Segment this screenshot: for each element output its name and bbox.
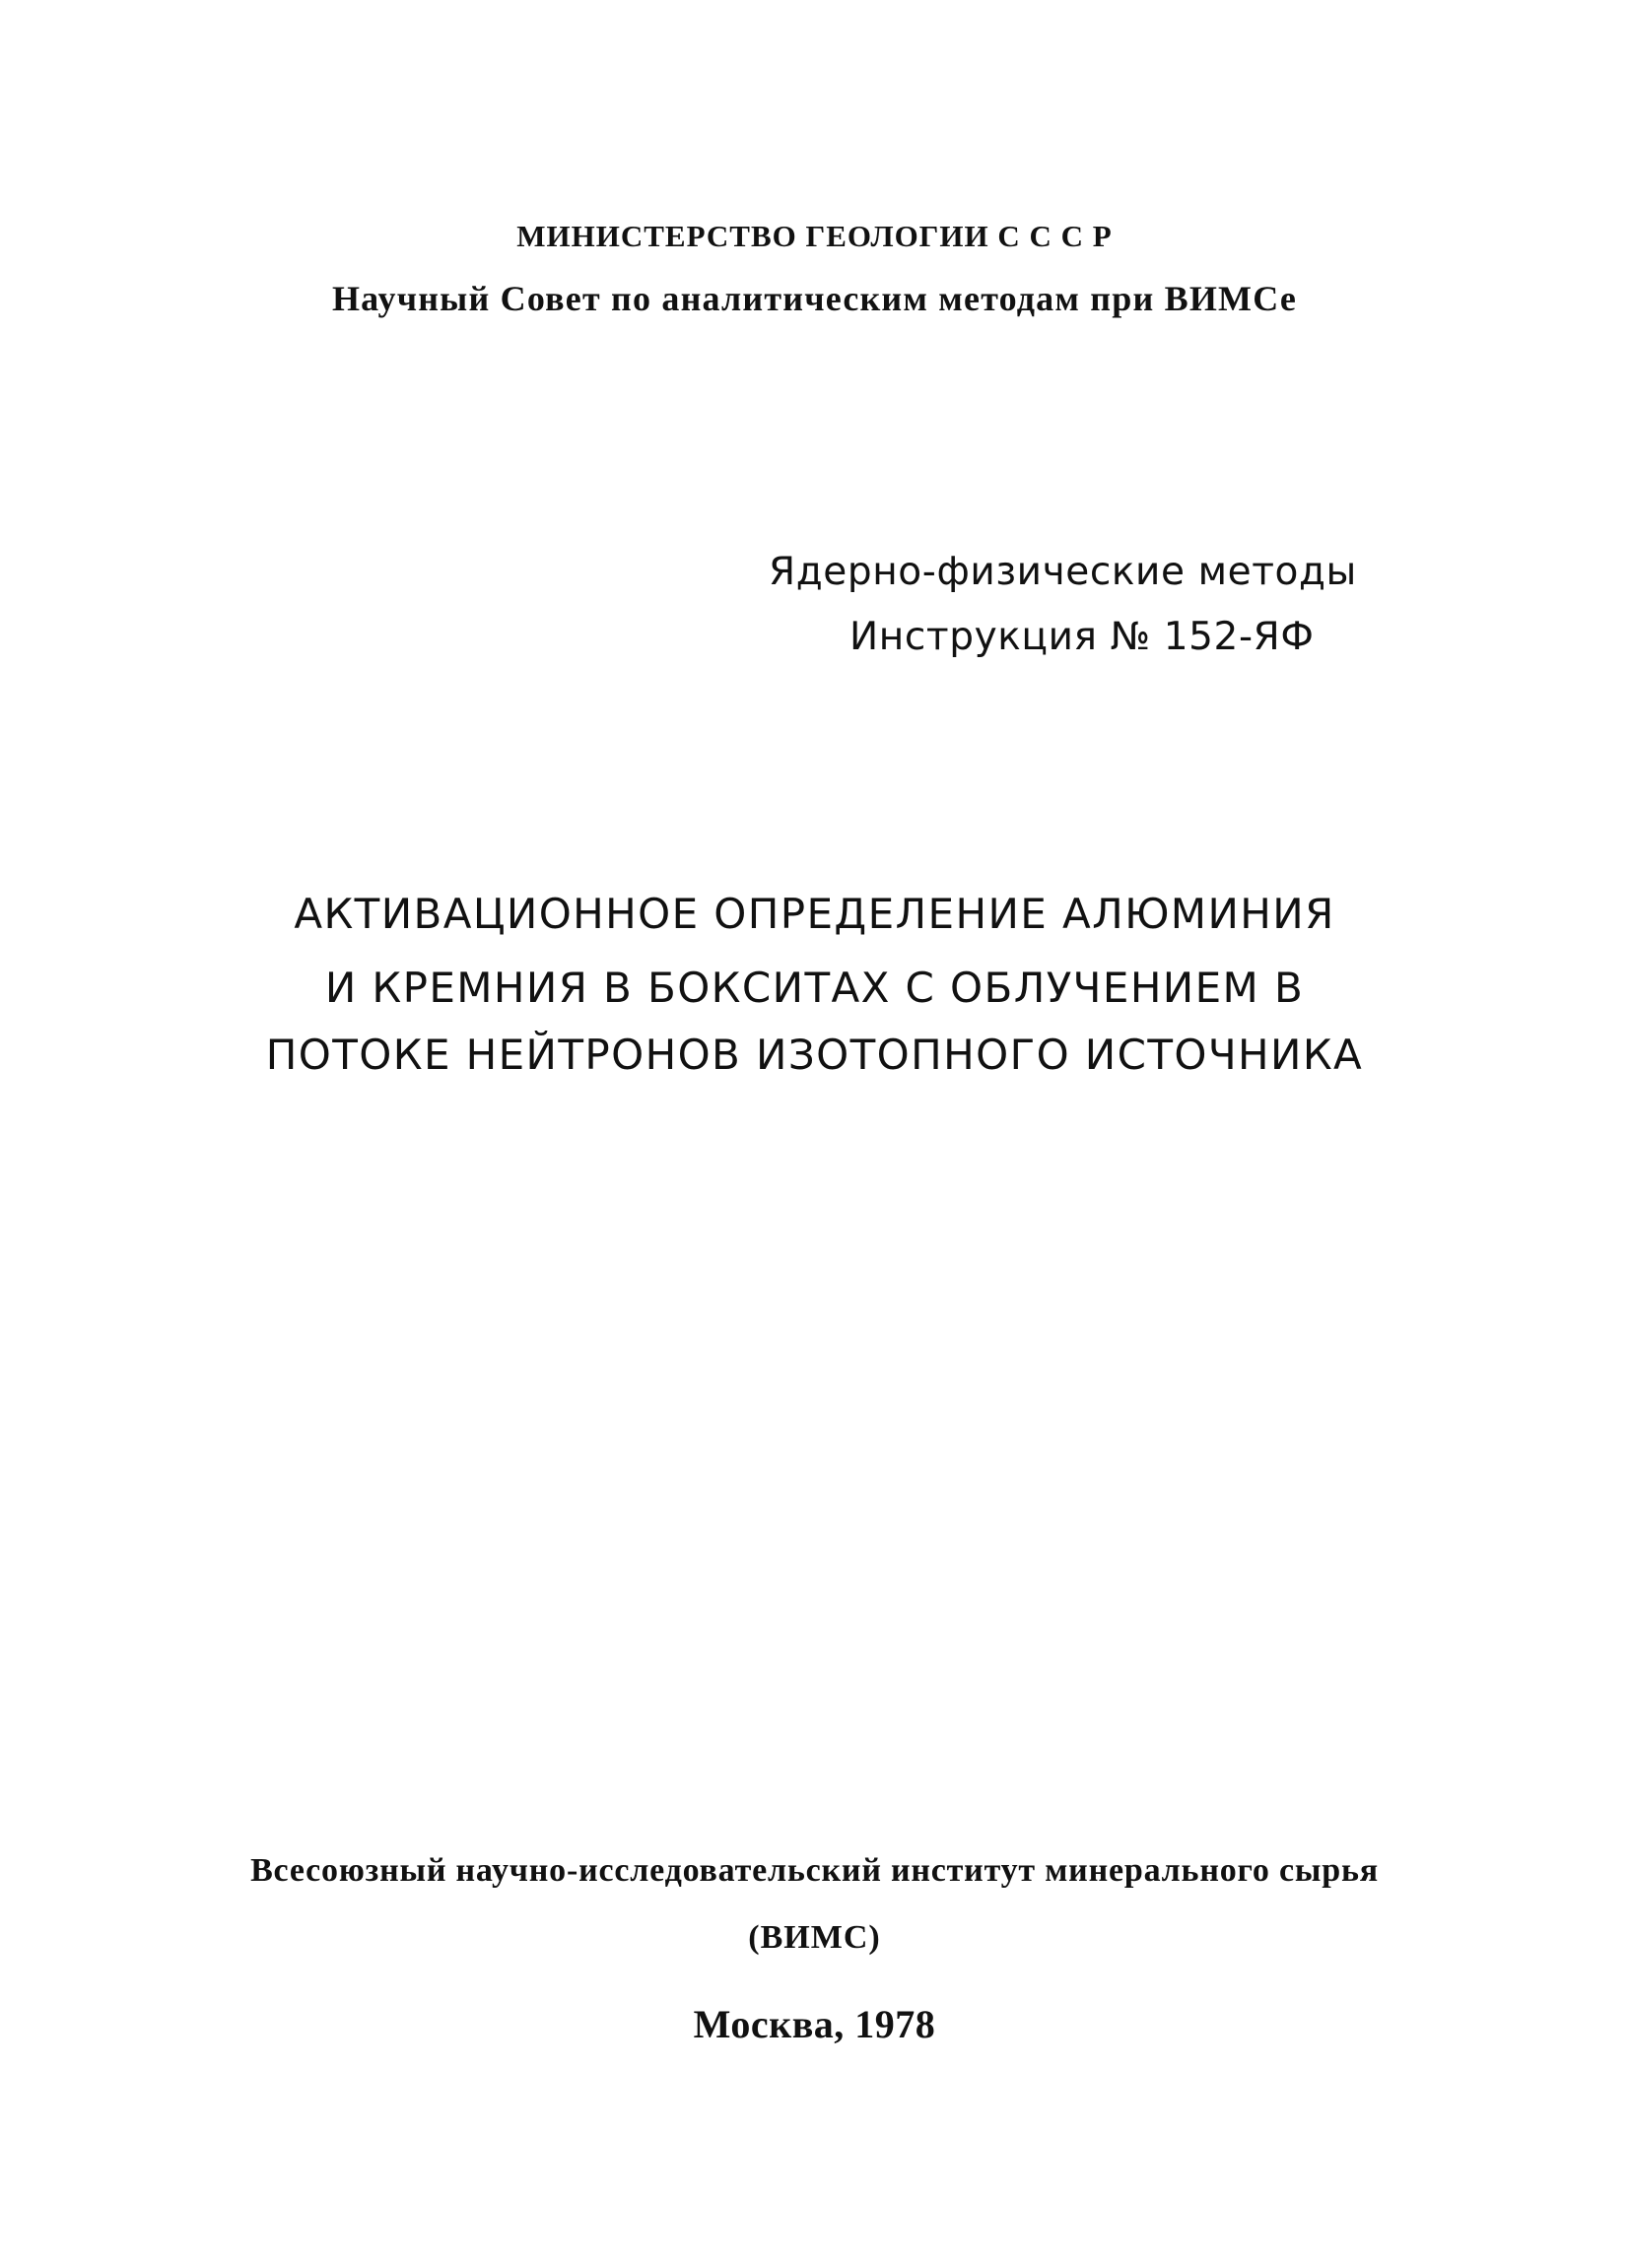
publisher-abbreviation: (ВИМС) bbox=[748, 1919, 881, 1956]
publication-place-year: Москва, 1978 bbox=[693, 2002, 936, 2046]
document-title-line-2: И КРЕМНИЯ В БОКСИТАХ С ОБЛУЧЕНИЕМ В bbox=[324, 964, 1305, 1012]
document-title-line-3: ПОТОКЕ НЕЙТРОНОВ ИЗОТОПНОГО ИСТОЧНИКА bbox=[265, 1031, 1364, 1079]
council-heading: Научный Совет по аналитическим методам при ВИМСе bbox=[331, 279, 1298, 318]
instruction-number: Инструкция № 152-ЯФ bbox=[849, 615, 1315, 659]
series-label: Ядерно-физические методы bbox=[769, 550, 1357, 594]
document-title-line-1: АКТИВАЦИОННОЕ ОПРЕДЕЛЕНИЕ АЛЮМИНИЯ bbox=[294, 890, 1335, 938]
ministry-heading: МИНИСТЕРСТВО ГЕОЛОГИИ С С С Р bbox=[516, 219, 1113, 253]
publisher-institute: Всесоюзный научно-исследовательский институт минерального сырья bbox=[250, 1852, 1379, 1889]
